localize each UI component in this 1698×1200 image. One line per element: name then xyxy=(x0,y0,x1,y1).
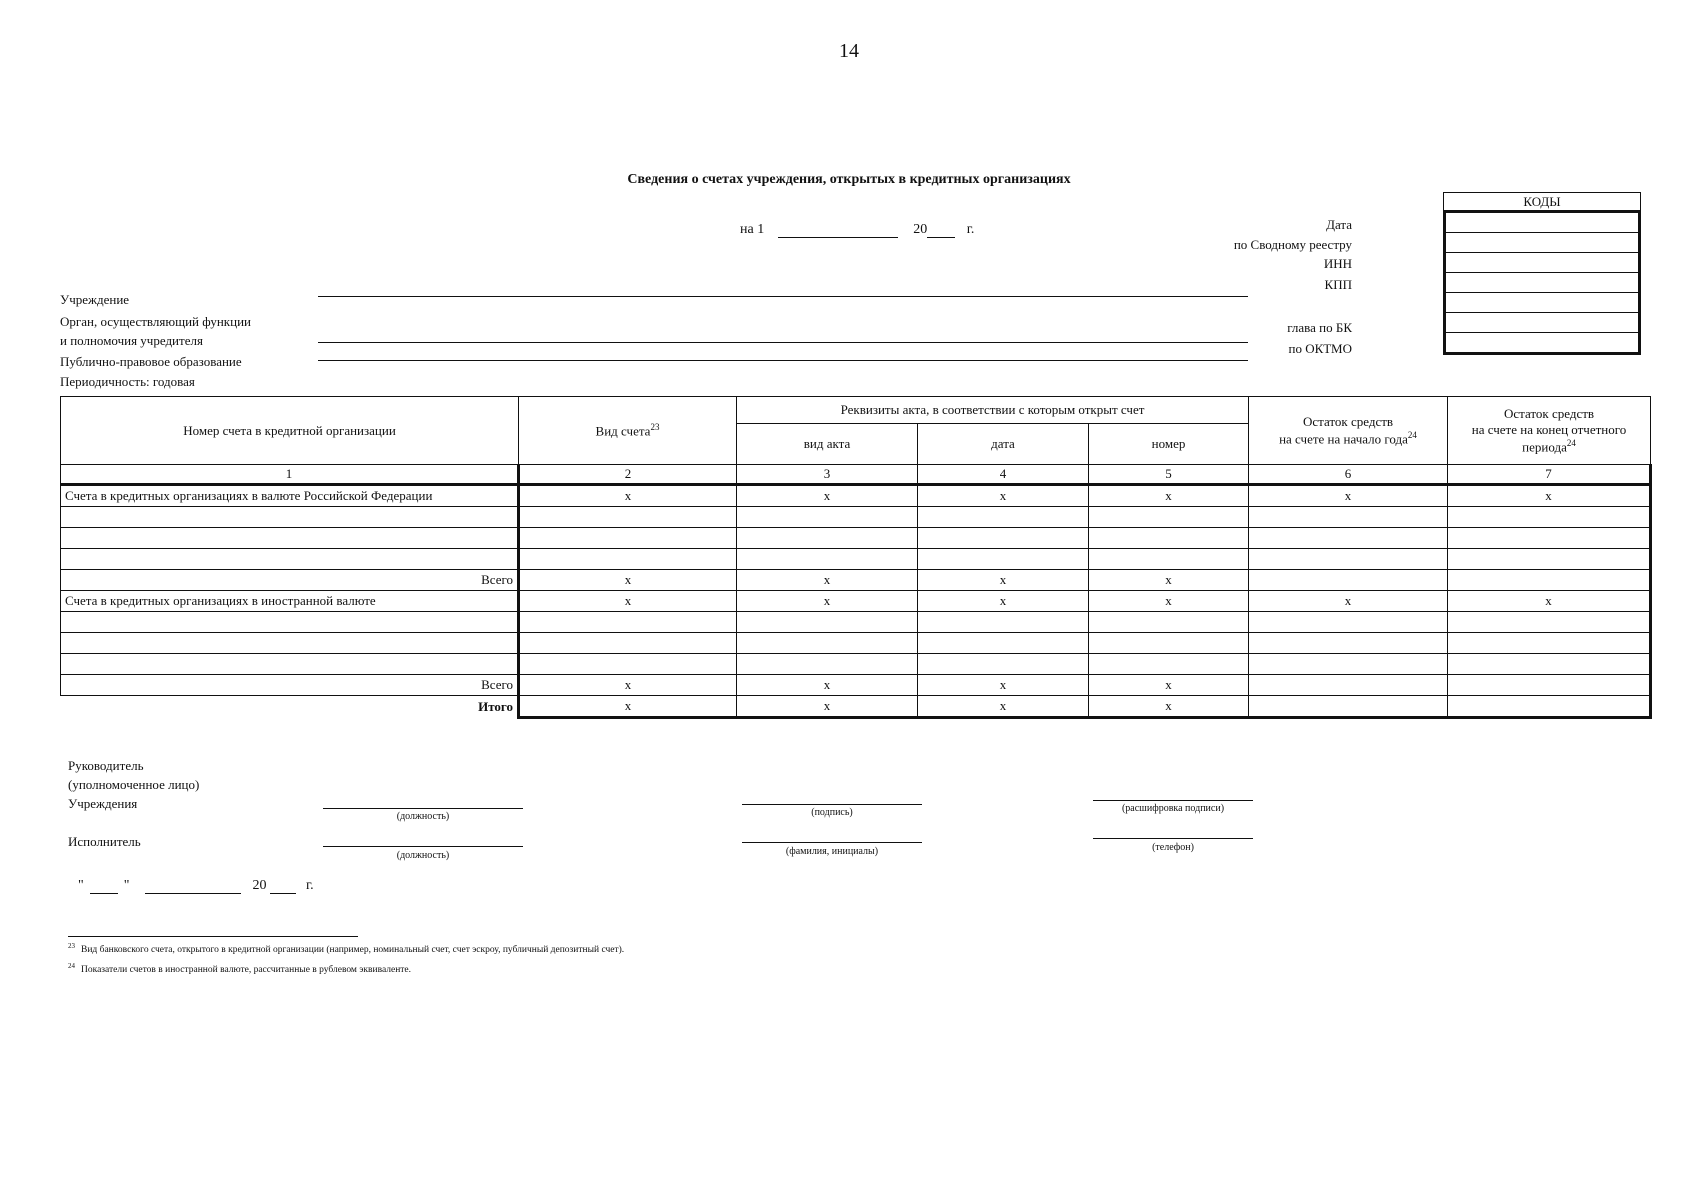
x-mark: x xyxy=(1249,485,1448,507)
x-mark: x xyxy=(1249,591,1448,612)
accounts-table xyxy=(60,396,1652,719)
footnote-23-num: 23 xyxy=(68,942,75,950)
table-cell[interactable] xyxy=(1249,507,1448,528)
footnote-24 xyxy=(68,962,411,975)
x-mark: x xyxy=(737,696,918,718)
executor-phone-caption: (телефон) xyxy=(1152,842,1194,853)
codes-label-bk: глава по БК xyxy=(1287,320,1352,335)
table-cell[interactable] xyxy=(519,549,737,570)
code-cell-empty[interactable] xyxy=(1446,293,1638,313)
footnote-24-num: 24 xyxy=(68,962,75,970)
table-cell[interactable] xyxy=(1249,549,1448,570)
table-cell[interactable] xyxy=(918,507,1089,528)
executor-name-caption: (фамилия, инициалы) xyxy=(785,846,879,857)
head-position-caption: (должность) xyxy=(396,811,450,822)
sig-date-suffix: г. xyxy=(305,878,314,893)
table-cell[interactable] xyxy=(1089,612,1249,633)
codes-label-date: Дата xyxy=(1326,217,1352,232)
table-cell[interactable] xyxy=(1448,528,1651,549)
total-foreign-end[interactable] xyxy=(1448,675,1651,696)
head-label-3: Учреждения xyxy=(68,796,138,811)
codes-title: КОДЫ xyxy=(1443,192,1641,211)
grand-total-label: Итого xyxy=(61,696,519,718)
table-cell[interactable] xyxy=(1249,612,1448,633)
table-cell[interactable] xyxy=(918,654,1089,675)
table-cell[interactable] xyxy=(737,633,918,654)
table-cell[interactable] xyxy=(519,612,737,633)
table-cell[interactable] xyxy=(61,612,519,633)
year-blank[interactable] xyxy=(927,223,955,238)
table-row[interactable] xyxy=(61,507,1651,528)
table-cell[interactable] xyxy=(1089,633,1249,654)
codes-label-registry: по Сводному реестру xyxy=(1233,237,1352,252)
head-signature-caption: (подпись) xyxy=(811,807,853,818)
total-rub-label: Всего xyxy=(61,570,519,591)
table-cell[interactable] xyxy=(61,528,519,549)
x-mark: x xyxy=(1089,570,1249,591)
table-cell[interactable] xyxy=(1089,507,1249,528)
col-header-end-3: периода xyxy=(1522,439,1567,455)
col-header-act-date: дата xyxy=(918,424,1089,465)
col-header-end-1: Остаток средств xyxy=(1503,405,1595,421)
col-number: 2 xyxy=(519,465,737,485)
signature-date-line xyxy=(78,878,314,894)
table-cell[interactable] xyxy=(918,528,1089,549)
code-cell-inn[interactable] xyxy=(1446,253,1638,273)
head-signature-field[interactable] xyxy=(742,804,922,805)
date-blank[interactable] xyxy=(778,223,898,238)
day-blank[interactable] xyxy=(90,879,118,894)
table-cell[interactable] xyxy=(737,612,918,633)
public-entity-field[interactable] xyxy=(318,360,1248,361)
x-mark: x xyxy=(737,570,918,591)
table-cell[interactable] xyxy=(61,507,519,528)
total-rub-end[interactable] xyxy=(1448,570,1651,591)
x-mark: x xyxy=(1448,485,1651,507)
founder-label-2: и полномочия учредителя xyxy=(60,333,203,348)
date-quote-close: " xyxy=(123,878,130,893)
col-header-act-group: Реквизиты акта, в соответствии с которым открыт счет xyxy=(737,397,1249,424)
table-cell[interactable] xyxy=(737,654,918,675)
founder-field[interactable] xyxy=(318,342,1248,343)
executor-position-caption: (должность) xyxy=(396,850,450,861)
x-mark: x xyxy=(1448,591,1651,612)
table-cell[interactable] xyxy=(1089,549,1249,570)
col-header-account: Номер счета в кредитной организации xyxy=(61,397,519,465)
codes-label-inn: ИНН xyxy=(1323,256,1352,271)
total-foreign-start[interactable] xyxy=(1249,675,1448,696)
table-cell[interactable] xyxy=(1448,633,1651,654)
head-position-field[interactable] xyxy=(323,808,523,809)
x-mark: x xyxy=(737,675,918,696)
table-cell[interactable] xyxy=(519,528,737,549)
col-header-type-sup: 23 xyxy=(650,421,660,432)
codes-label-kpp: КПП xyxy=(1324,277,1352,292)
table-cell[interactable] xyxy=(918,633,1089,654)
table-cell[interactable] xyxy=(1448,507,1651,528)
month-blank[interactable] xyxy=(145,879,241,894)
date-year-prefix: 20 xyxy=(913,222,928,237)
head-label-1: Руководитель xyxy=(68,758,144,773)
table-cell[interactable] xyxy=(918,549,1089,570)
table-cell[interactable] xyxy=(61,633,519,654)
executor-position-field[interactable] xyxy=(323,846,523,847)
total-foreign-label: Всего xyxy=(61,675,519,696)
table-cell[interactable] xyxy=(1089,654,1249,675)
section-rub-label: Счета в кредитных организациях в валюте Российской Федерации xyxy=(61,485,519,507)
table-row xyxy=(61,485,1651,507)
founder-label-1: Орган, осуществляющий функции xyxy=(60,314,251,329)
date-suffix: г. xyxy=(966,222,975,237)
col-header-act-number: номер xyxy=(1089,424,1249,465)
grand-total-end[interactable] xyxy=(1448,696,1651,718)
date-quote-open: " xyxy=(78,878,84,893)
table-cell[interactable] xyxy=(918,612,1089,633)
footnote-23 xyxy=(68,942,624,955)
codes-label-oktmo: по ОКТМО xyxy=(1288,341,1352,356)
table-row[interactable] xyxy=(61,549,1651,570)
document-title: Сведения о счетах учреждения, открытых в кредитных организациях xyxy=(627,172,1071,187)
x-mark: x xyxy=(519,696,737,718)
x-mark: x xyxy=(918,591,1089,612)
x-mark: x xyxy=(918,485,1089,507)
x-mark: x xyxy=(1089,485,1249,507)
table-cell[interactable] xyxy=(1448,654,1651,675)
footnote-rule xyxy=(68,936,358,937)
table-row xyxy=(61,570,1651,591)
col-number: 5 xyxy=(1089,465,1249,485)
table-cell[interactable] xyxy=(61,654,519,675)
col-header-start-balance xyxy=(1249,397,1448,465)
col-header-act-kind: вид акта xyxy=(737,424,918,465)
codes-box xyxy=(1443,192,1641,355)
footnote-24-text: Показатели счетов в иностранной валюте, рассчитанные в рублевом эквиваленте. xyxy=(81,965,412,976)
x-mark: x xyxy=(519,485,737,507)
table-cell[interactable] xyxy=(519,507,737,528)
table-row-grand-total xyxy=(61,696,1651,718)
x-mark: x xyxy=(519,675,737,696)
table-cell[interactable] xyxy=(737,507,918,528)
x-mark: x xyxy=(918,675,1089,696)
x-mark: x xyxy=(737,485,918,507)
table-cell[interactable] xyxy=(1089,528,1249,549)
table-cell[interactable] xyxy=(1448,612,1651,633)
table-row[interactable] xyxy=(61,654,1651,675)
periodicity-label: Периодичность: годовая xyxy=(60,374,195,389)
footnote-23-text: Вид банковского счета, открытого в кредитной организации (например, номинальный счет, счет эскроу, публичный депозитный счет). xyxy=(81,945,625,956)
col-header-start-sup: 24 xyxy=(1407,429,1417,440)
grand-total-start[interactable] xyxy=(1249,696,1448,718)
x-mark: x xyxy=(918,696,1089,718)
executor-label: Исполнитель xyxy=(68,834,141,849)
x-mark: x xyxy=(519,591,737,612)
table-cell[interactable] xyxy=(519,654,737,675)
executor-phone-field[interactable] xyxy=(1093,838,1253,839)
x-mark: x xyxy=(519,570,737,591)
col-header-end-2: на счете на конец отчетного xyxy=(1471,421,1627,437)
col-header-type-text: Вид счета xyxy=(595,423,651,439)
table-row xyxy=(61,591,1651,612)
head-decoding-field[interactable] xyxy=(1093,800,1253,801)
total-rub-start[interactable] xyxy=(1249,570,1448,591)
col-number: 4 xyxy=(918,465,1089,485)
date-prefix: на 1 xyxy=(740,222,765,237)
table-cell[interactable] xyxy=(1249,633,1448,654)
col-header-end-sup: 24 xyxy=(1566,437,1576,448)
table-row[interactable] xyxy=(61,528,1651,549)
table-cell[interactable] xyxy=(1448,549,1651,570)
x-mark: x xyxy=(1089,696,1249,718)
table-row[interactable] xyxy=(61,633,1651,654)
x-mark: x xyxy=(918,570,1089,591)
institution-label: Учреждение xyxy=(60,292,130,307)
x-mark: x xyxy=(1089,675,1249,696)
table-row xyxy=(61,675,1651,696)
col-number: 6 xyxy=(1249,465,1448,485)
section-foreign-label: Счета в кредитных организациях в иностранной валюте xyxy=(61,591,519,612)
code-cell-date[interactable] xyxy=(1446,213,1638,233)
table-cell[interactable] xyxy=(737,549,918,570)
code-cell-registry[interactable] xyxy=(1446,233,1638,253)
code-cell-kpp[interactable] xyxy=(1446,273,1638,293)
sig-year-blank[interactable] xyxy=(270,879,296,894)
page-number: 14 xyxy=(839,40,859,62)
sig-date-year-prefix: 20 xyxy=(252,878,267,893)
col-number: 1 xyxy=(61,465,519,485)
head-label-2: (уполномоченное лицо) xyxy=(68,777,200,792)
table-row[interactable] xyxy=(61,612,1651,633)
x-mark: x xyxy=(737,591,918,612)
report-date-line xyxy=(740,222,974,238)
col-header-start-1: Остаток средств xyxy=(1302,413,1394,429)
code-cell-bk[interactable] xyxy=(1446,313,1638,333)
table-cell[interactable] xyxy=(519,633,737,654)
x-mark: x xyxy=(1089,591,1249,612)
table-cell[interactable] xyxy=(1249,528,1448,549)
code-cell-oktmo[interactable] xyxy=(1446,333,1638,352)
institution-field[interactable] xyxy=(318,296,1248,297)
table-cell[interactable] xyxy=(61,549,519,570)
table-cell[interactable] xyxy=(737,528,918,549)
public-entity-label: Публично-правовое образование xyxy=(60,354,242,369)
col-header-type xyxy=(519,397,737,465)
executor-name-field[interactable] xyxy=(742,842,922,843)
table-cell[interactable] xyxy=(1249,654,1448,675)
head-decoding-caption: (расшифровка подписи) xyxy=(1121,803,1225,814)
col-header-end-balance xyxy=(1448,397,1651,465)
col-number: 7 xyxy=(1448,465,1651,485)
col-number: 3 xyxy=(737,465,918,485)
col-header-start-2: на счете на начало года xyxy=(1279,431,1408,447)
